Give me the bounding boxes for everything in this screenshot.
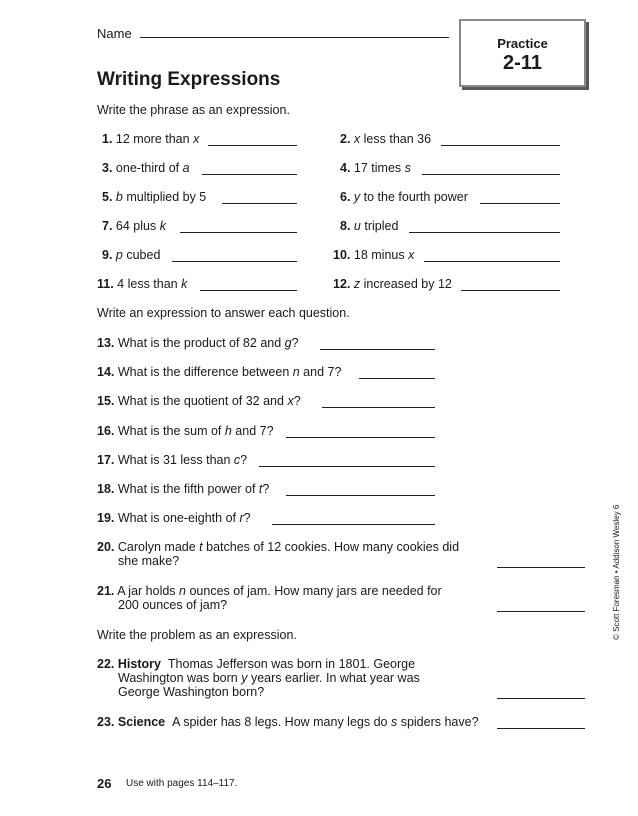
answer-line-8[interactable] <box>409 232 560 233</box>
question-3: 3. one-third of a <box>102 161 190 175</box>
question-21: 21. A jar holds n ounces of jam. How many jars are needed for 200 ounces of jam? <box>97 584 442 612</box>
instruction-3: Write the problem as an expression. <box>97 628 297 642</box>
answer-line-7[interactable] <box>180 232 297 233</box>
answer-line-12[interactable] <box>461 290 560 291</box>
answer-line-2[interactable] <box>441 145 560 146</box>
use-with-pages: Use with pages 114–117. <box>126 778 238 789</box>
practice-label: Practice <box>497 36 548 51</box>
answer-line-22[interactable] <box>497 698 585 699</box>
question-6: 6. y to the fourth power <box>340 190 468 204</box>
question-12: 12. z increased by 12 <box>333 277 452 291</box>
practice-box <box>459 19 586 87</box>
answer-line-3[interactable] <box>202 174 297 175</box>
answer-line-9[interactable] <box>172 261 297 262</box>
copyright-text: © Scott Foresman • Addison Wesley 6 <box>612 504 621 640</box>
answer-line-19[interactable] <box>272 524 435 525</box>
question-1: 1. 12 more than x <box>102 132 200 146</box>
question-16: 16. What is the sum of h and 7? <box>97 424 274 438</box>
question-14: 14. What is the difference between n and 7? <box>97 365 342 379</box>
answer-line-5[interactable] <box>222 203 297 204</box>
answer-line-15[interactable] <box>322 407 435 408</box>
question-20: 20. Carolyn made t batches of 12 cookies. How many cookies did she make? <box>97 540 460 568</box>
question-2: 2. x less than 36 <box>340 132 432 146</box>
page-number: 26 <box>97 776 112 791</box>
question-4: 4. 17 times s <box>340 161 411 175</box>
answer-line-6[interactable] <box>480 203 560 204</box>
page-title: Writing Expressions <box>97 69 281 90</box>
question-17: 17. What is 31 less than c? <box>97 453 248 467</box>
name-field[interactable] <box>97 26 449 41</box>
instruction-1: Write the phrase as an expression. <box>97 103 290 117</box>
answer-line-13[interactable] <box>320 349 435 350</box>
answer-line-20[interactable] <box>497 567 585 568</box>
instruction-2: Write an expression to answer each question. <box>97 306 350 320</box>
answer-line-10[interactable] <box>424 261 560 262</box>
answer-line-4[interactable] <box>422 174 560 175</box>
answer-line-11[interactable] <box>200 290 297 291</box>
question-5: 5. b multiplied by 5 <box>102 190 207 204</box>
practice-number: 2-11 <box>503 52 542 74</box>
question-13: 13. What is the product of 82 and g? <box>97 336 299 350</box>
question-19: 19. What is one-eighth of r? <box>97 511 251 525</box>
question-18: 18. What is the fifth power of t? <box>97 482 270 496</box>
answer-line-16[interactable] <box>286 437 435 438</box>
answer-line-23[interactable] <box>497 728 585 729</box>
question-11: 11. 4 less than k <box>97 277 188 291</box>
question-8: 8. u tripled <box>340 219 399 233</box>
question-15: 15. What is the quotient of 32 and x? <box>97 394 301 408</box>
answer-line-17[interactable] <box>259 466 435 467</box>
answer-line-18[interactable] <box>286 495 435 496</box>
question-23: 23. Science A spider has 8 legs. How many legs do s spiders have? <box>97 715 479 729</box>
name-label: Name <box>97 26 132 41</box>
question-22: 22. History Thomas Jefferson was born in 1801. George Washington was born y years earlier. In what year was George Washington born? <box>97 657 420 699</box>
question-9: 9. p cubed <box>102 248 161 262</box>
answer-line-1[interactable] <box>208 145 297 146</box>
question-7: 7. 64 plus k <box>102 219 166 233</box>
name-line[interactable] <box>140 37 449 38</box>
answer-line-14[interactable] <box>359 378 435 379</box>
question-10: 10. 18 minus x <box>333 248 415 262</box>
answer-line-21[interactable] <box>497 611 585 612</box>
